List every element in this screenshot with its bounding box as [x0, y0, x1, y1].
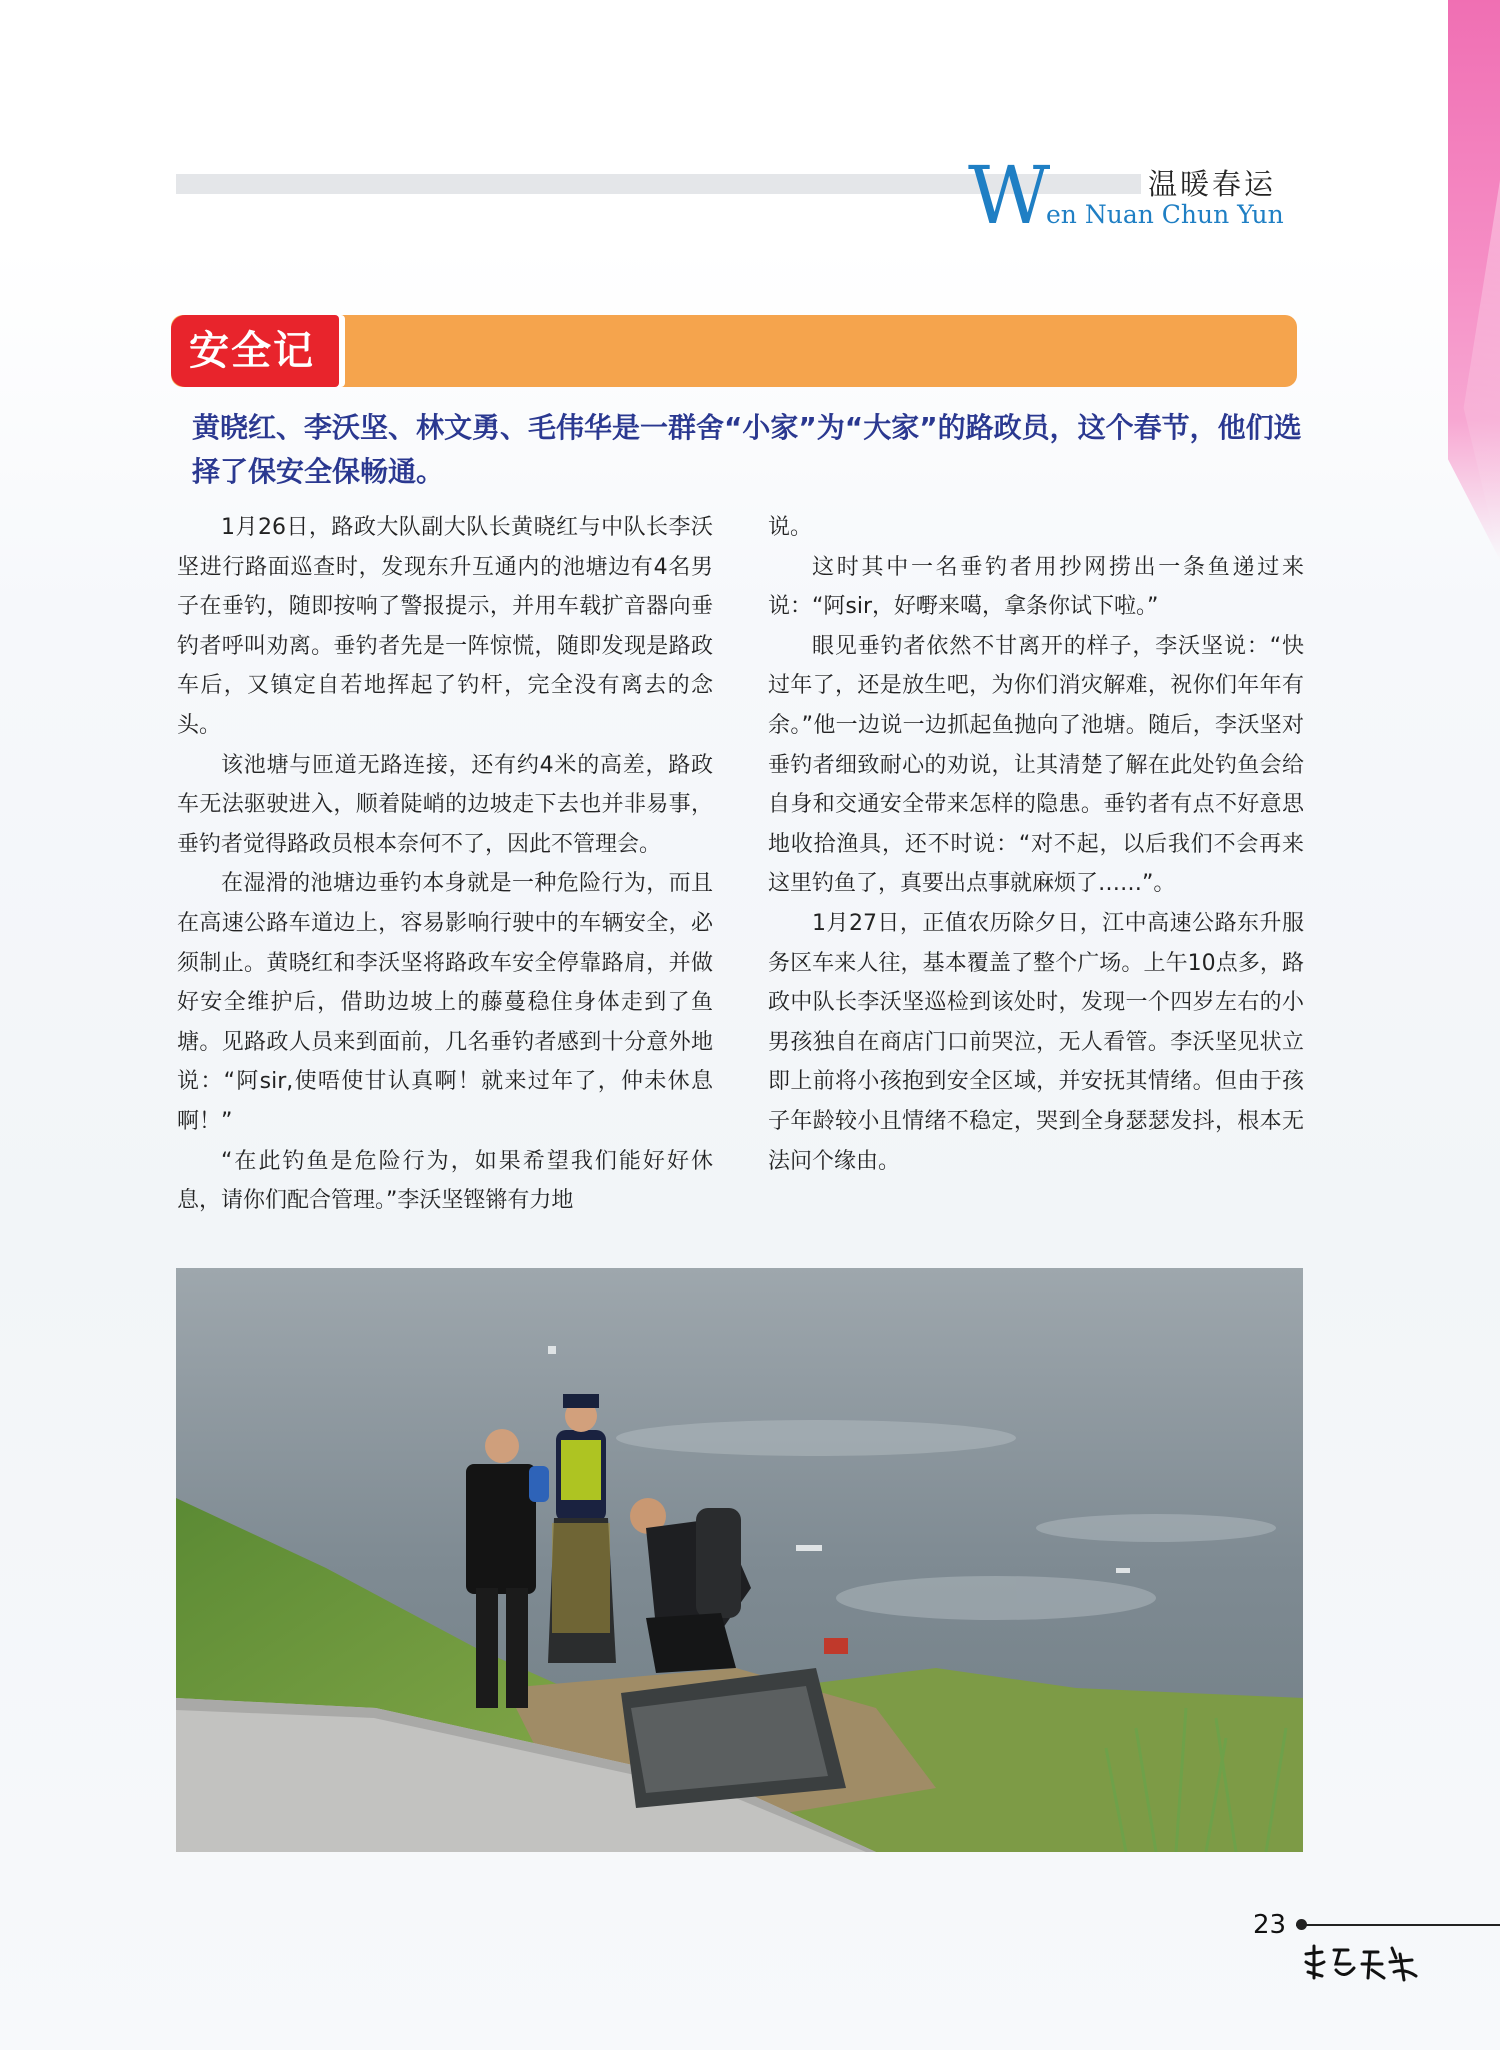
- header-title-cn: 温暖春运: [1148, 167, 1277, 201]
- section-band: [171, 315, 1297, 387]
- section-title: 安全记: [189, 328, 315, 374]
- article-paragraph: 1月26日，路政大队副大队长黄晓红与中队长李沃坚进行路面巡查时，发现东升互通内的池塘边有4名男子在垂钓，随即按响了警报提示，并用车载扩音器向垂钓者呼叫劝离。垂钓者先是一阵惊慌，随即发现是路政车后，又镇定自若地挥起了钓杆，完全没有离去的念头。: [177, 515, 713, 738]
- article-photo: [176, 1268, 1303, 1852]
- article-paragraph-continued: 说。: [768, 515, 813, 540]
- article-paragraph: 该池塘与匝道无路连接，还有约4米的高差，路政车无法驱驶进入，顺着陡峭的边坡走下去也并非易事，垂钓者觉得路政员根本奈何不了，因此不管理会。: [177, 752, 713, 857]
- article-paragraph: 眼见垂钓者依然不甘离开的样子，李沃坚说：“快过年了，还是放生吧，为你们消灾解难，祝你们年年有余。”他一边说一边抓起鱼抛向了池塘。随后，李沃坚对垂钓者细致耐心的劝说，让其清楚了解在此处钓鱼会给自身和交通安全带来怎样的隐患。垂钓者有点不好意思地收拾渔具，还不时说：“对不起，以后我们不会再来这里钓鱼了，真要出点事就麻烦了……”。: [768, 633, 1304, 897]
- lead-paragraph: 黄晓红、李沃坚、林文勇、毛伟华是一群舍“小家”为“大家”的路政员，这个春节，他们选择了保安全保畅通。: [192, 411, 1302, 488]
- article-paragraph: 这时其中一名垂钓者用抄网捞出一条鱼递过来说：“阿sir，好嘢来噶，拿条你试下啦。”: [768, 554, 1304, 620]
- article-column-left: [177, 508, 713, 1221]
- article-paragraph: 1月27日，正值农历除夕日，江中高速公路东升服务区车来人往，基本覆盖了整个广场。上午10点多，路政中队长李沃坚巡检到该处时，发现一个四岁左右的小男孩独自在商店门口前哭泣，无人看管。李沃坚见状立即上前将小孩抱到安全区域，并安抚其情绪。但由于孩子年龄较小且情绪不稳定，哭到全身瑟瑟发抖，根本无法问个缘由。: [768, 910, 1304, 1174]
- header-title-en: en Nuan Chun Yun: [1046, 200, 1284, 229]
- page-number: 23: [1253, 1910, 1287, 1940]
- article-paragraph: “在此钓鱼是危险行为，如果希望我们能好好休息，请你们配合管理。”李沃坚铿锵有力地: [177, 1148, 713, 1214]
- page-number-rule: [1296, 1924, 1500, 1926]
- magazine-logo: [1300, 1942, 1420, 1986]
- article-column-right: [768, 508, 1304, 1181]
- header-initial-letter: W: [968, 149, 1051, 242]
- article-paragraph: 在湿滑的池塘边垂钓本身就是一种危险行为，而且在高速公路车道边上，容易影响行驶中的车辆安全，必须制止。黄晓红和李沃坚将路政车安全停靠路肩，并做好安全维护后，借助边坡上的藤蔓稳住身体走到了鱼塘。见路政人员来到面前，几名垂钓者感到十分意外地说：“阿sir,使唔使甘认真啊！就来过年了，仲未休息啊！”: [177, 871, 713, 1134]
